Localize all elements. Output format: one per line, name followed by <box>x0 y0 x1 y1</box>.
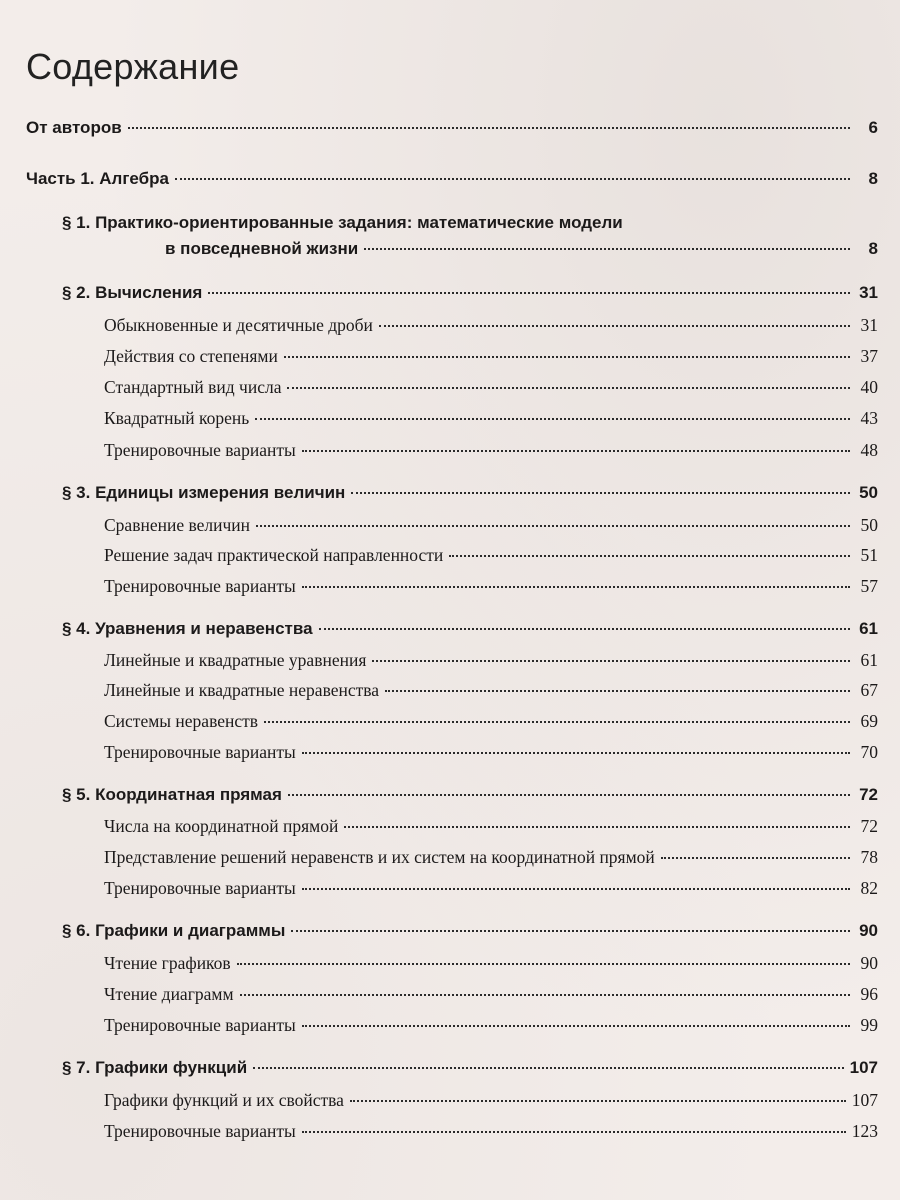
toc-entry <box>104 1012 878 1038</box>
toc-entry-page-number: 43 <box>860 408 878 428</box>
toc-entry <box>62 1055 878 1081</box>
toc-entry-label: Чтение графиков <box>104 953 231 973</box>
dot-leader <box>302 887 850 890</box>
toc-entry-label: Представление решений неравенств и их систем на координатной прямой <box>104 847 655 867</box>
toc-entry <box>62 280 878 306</box>
toc-entry-page-number: 90 <box>859 921 878 940</box>
toc-entry <box>165 236 878 262</box>
toc-entry-label: § 2. Вычисления <box>62 283 203 302</box>
dot-leader <box>256 524 850 527</box>
toc-entry <box>62 480 878 506</box>
toc-entry-page-number: 72 <box>859 785 878 804</box>
dot-leader <box>128 126 850 129</box>
toc-entry <box>104 844 878 870</box>
toc-entry-label: Тренировочные варианты <box>104 878 296 898</box>
toc-entry <box>104 813 878 839</box>
toc-entry-page-number: 6 <box>868 118 878 137</box>
toc-entry <box>104 647 878 673</box>
dot-leader <box>449 554 850 557</box>
toc-entry <box>62 616 878 642</box>
toc-entry-label: Линейные и квадратные уравнения <box>104 650 367 670</box>
toc-entry-page-number: 8 <box>868 169 878 188</box>
toc-entry <box>104 512 878 538</box>
toc-entry <box>104 374 878 400</box>
toc-entry-label: Квадратный корень <box>104 408 250 428</box>
dot-leader <box>175 177 850 180</box>
dot-leader <box>351 491 850 494</box>
toc-entry-label: Обыкновенные и десятичные дроби <box>104 315 373 335</box>
toc-entry <box>104 437 878 463</box>
toc-entry-label: § 3. Единицы измерения величин <box>62 483 346 502</box>
dot-leader <box>302 585 850 588</box>
toc-entry <box>104 677 878 703</box>
toc-entry-label: § 4. Уравнения и неравенства <box>62 619 313 638</box>
toc-entry-page-number: 107 <box>851 1090 878 1110</box>
toc-entry <box>104 950 878 976</box>
toc-entry <box>104 875 878 901</box>
dot-leader <box>253 1066 843 1069</box>
toc-entry-label: § 7. Графики функций <box>62 1058 248 1077</box>
toc-entry-label: Стандартный вид числа <box>104 377 282 397</box>
toc-entry <box>104 573 878 599</box>
toc-entry-page-number: 50 <box>860 515 878 535</box>
toc-entry-page-number: 78 <box>860 847 878 867</box>
dot-leader <box>319 627 850 630</box>
dot-leader <box>240 993 850 996</box>
dot-leader <box>284 355 850 358</box>
toc-entry-page-number: 51 <box>860 545 878 565</box>
toc-entry-page-number: 123 <box>851 1121 878 1141</box>
toc-entry-page-number: 72 <box>860 816 878 836</box>
toc-entry-label: Часть 1. Алгебра <box>26 169 169 188</box>
toc-entry-label: Сравнение величин <box>104 515 251 535</box>
toc-entry-label: Тренировочные варианты <box>104 1015 296 1035</box>
toc-entry-page-number: 69 <box>860 711 878 731</box>
toc-entry-label: в повседневной жизни <box>165 239 359 258</box>
toc-entry <box>104 1118 878 1144</box>
toc-entry <box>104 739 878 765</box>
toc-entry-page-number: 96 <box>860 984 878 1004</box>
toc-entry-page-number: 50 <box>859 483 878 502</box>
toc-entry-page-number: 8 <box>868 239 878 258</box>
toc-entry-page-number: 61 <box>860 650 878 670</box>
dot-leader <box>302 449 850 452</box>
toc-entry-label: Тренировочные варианты <box>104 742 296 762</box>
dot-leader <box>379 324 850 327</box>
toc-entry-label: § 6. Графики и диаграммы <box>62 921 286 940</box>
toc-entry-label: Тренировочные варианты <box>104 440 296 460</box>
toc-entry-page-number: 31 <box>860 315 878 335</box>
toc-entry-page-number: 90 <box>860 953 878 973</box>
dot-leader <box>237 962 850 965</box>
toc-entry-page-number: 57 <box>860 576 878 596</box>
toc-entry-page-number: 70 <box>860 742 878 762</box>
toc-entry-page-number: 99 <box>860 1015 878 1035</box>
dot-leader <box>302 1024 850 1027</box>
toc-entry <box>104 1087 878 1113</box>
toc-entry-page-number: 37 <box>860 346 878 366</box>
dot-leader <box>288 793 850 796</box>
dot-leader <box>344 825 850 828</box>
toc-entry-page-number: 82 <box>860 878 878 898</box>
dot-leader <box>208 291 850 294</box>
toc-entry-page-number: 31 <box>859 283 878 302</box>
dot-leader <box>364 247 850 250</box>
dot-leader <box>350 1099 846 1102</box>
toc-entry <box>104 708 878 734</box>
toc-entry-label: От авторов <box>26 118 122 137</box>
toc-entry <box>104 312 878 338</box>
toc-entry-label: Тренировочные варианты <box>104 576 296 596</box>
toc-entry <box>104 542 878 568</box>
toc-entry-page-number: 67 <box>860 680 878 700</box>
toc-entry <box>104 343 878 369</box>
toc-entry-label: Действия со степенями <box>104 346 278 366</box>
dot-leader <box>302 751 850 754</box>
toc-entry-section1-line1: § 1. Практико-ориентированные задания: математические модели <box>62 213 623 232</box>
page-title: Содержание <box>26 46 240 87</box>
dot-leader <box>291 929 850 932</box>
dot-leader <box>287 386 850 389</box>
toc-entry <box>26 166 878 192</box>
toc-entry-label: Системы неравенств <box>104 711 259 731</box>
toc-entry-label: Чтение диаграмм <box>104 984 234 1004</box>
toc-entry-label: § 5. Координатная прямая <box>62 785 282 804</box>
toc-entry-page-number: 48 <box>860 440 878 460</box>
toc-entry-page-number: 61 <box>859 619 878 638</box>
toc-entry <box>62 782 878 808</box>
toc-entry <box>104 981 878 1007</box>
toc-entry-label: Решение задач практической направленности <box>104 545 444 565</box>
toc-entry <box>104 405 878 431</box>
dot-leader <box>661 856 850 859</box>
toc-entry-label: Числа на координатной прямой <box>104 816 339 836</box>
toc-entry-label: Линейные и квадратные неравенства <box>104 680 380 700</box>
toc-entry-label: Графики функций и их свойства <box>104 1090 344 1110</box>
toc-entry <box>26 115 878 141</box>
toc-entry <box>62 918 878 944</box>
toc-entry-page-number: 107 <box>849 1058 878 1077</box>
dot-leader <box>372 659 850 662</box>
toc-entry-label: Тренировочные варианты <box>104 1121 296 1141</box>
dot-leader <box>385 689 850 692</box>
dot-leader <box>302 1130 846 1133</box>
dot-leader <box>255 417 850 420</box>
toc-entry-page-number: 40 <box>860 377 878 397</box>
dot-leader <box>264 720 850 723</box>
